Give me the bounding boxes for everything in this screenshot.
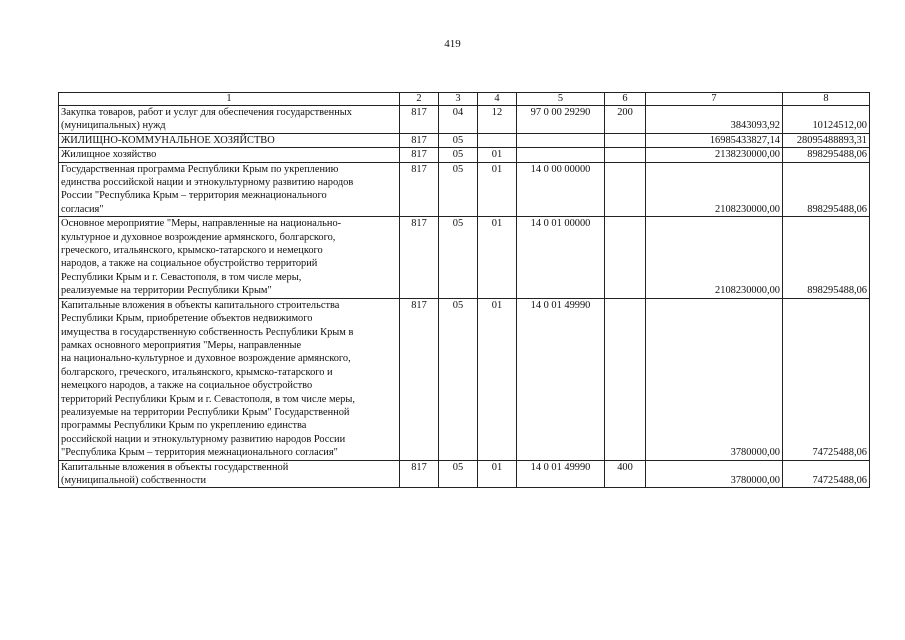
target-article-code: 14 0 01 49990 bbox=[517, 460, 605, 488]
section-code: 05 bbox=[439, 162, 478, 217]
target-article-code bbox=[517, 148, 605, 162]
subsection-code: 01 bbox=[478, 298, 517, 460]
department-code: 817 bbox=[400, 298, 439, 460]
amount-col8: 898295488,06 bbox=[783, 148, 870, 162]
target-article-code: 14 0 01 49990 bbox=[517, 298, 605, 460]
expense-type-code bbox=[605, 162, 646, 217]
subsection-code: 01 bbox=[478, 148, 517, 162]
expense-type-code bbox=[605, 217, 646, 298]
column-number: 6 bbox=[605, 93, 646, 106]
table-row bbox=[59, 217, 870, 298]
table-row bbox=[59, 460, 870, 488]
column-number: 5 bbox=[517, 93, 605, 106]
amount-col8: 74725488,06 bbox=[783, 460, 870, 488]
table-row bbox=[59, 106, 870, 134]
amount-col8: 10124512,00 bbox=[783, 106, 870, 134]
subsection-code: 01 bbox=[478, 460, 517, 488]
section-code: 05 bbox=[439, 133, 478, 147]
budget-table bbox=[58, 92, 870, 488]
table-row bbox=[59, 162, 870, 217]
row-name: Капитальные вложения в объекты капитального строительства Республики Крым, приобретение объектов недвижимого имущества в государственную собственность Республики Крым в рамках основного мероприятия "Меры, направленные на национально-культурное и духовное возрождение армянского, болгарского, греческого, итальянского, крымско-татарского и немецкого народов, а также на социальное обустройство территорий Республики Крым и г. Севастополя, в том числе меры, реализуемые на территории Республики Крым" Государственной программы Республики Крым по укреплению единства российской нации и этнокультурному развитию народов России "Республика Крым – территория межнационального согласия" bbox=[59, 298, 400, 460]
column-number: 1 bbox=[59, 93, 400, 106]
column-number: 4 bbox=[478, 93, 517, 106]
row-name: Жилищное хозяйство bbox=[59, 148, 400, 162]
subsection-code bbox=[478, 133, 517, 147]
department-code: 817 bbox=[400, 217, 439, 298]
target-article-code: 14 0 00 00000 bbox=[517, 162, 605, 217]
department-code: 817 bbox=[400, 460, 439, 488]
target-article-code: 14 0 01 00000 bbox=[517, 217, 605, 298]
subsection-code: 01 bbox=[478, 162, 517, 217]
table-row bbox=[59, 148, 870, 162]
subsection-code: 12 bbox=[478, 106, 517, 134]
section-code: 05 bbox=[439, 217, 478, 298]
row-name: ЖИЛИЩНО-КОММУНАЛЬНОЕ ХОЗЯЙСТВО bbox=[59, 133, 400, 147]
department-code: 817 bbox=[400, 148, 439, 162]
amount-col8: 74725488,06 bbox=[783, 298, 870, 460]
expense-type-code bbox=[605, 148, 646, 162]
amount-col7: 2108230000,00 bbox=[646, 217, 783, 298]
column-number: 7 bbox=[646, 93, 783, 106]
expense-type-code bbox=[605, 298, 646, 460]
column-number-row bbox=[59, 93, 870, 106]
table-row bbox=[59, 298, 870, 460]
amount-col7: 3843093,92 bbox=[646, 106, 783, 134]
amount-col8: 898295488,06 bbox=[783, 162, 870, 217]
row-name: Закупка товаров, работ и услуг для обеспечения государственных (муниципальных) нужд bbox=[59, 106, 400, 134]
amount-col7: 3780000,00 bbox=[646, 298, 783, 460]
column-number: 2 bbox=[400, 93, 439, 106]
section-code: 05 bbox=[439, 148, 478, 162]
department-code: 817 bbox=[400, 162, 439, 217]
amount-col7: 3780000,00 bbox=[646, 460, 783, 488]
department-code: 817 bbox=[400, 106, 439, 134]
amount-col7: 2138230000,00 bbox=[646, 148, 783, 162]
table-row bbox=[59, 133, 870, 147]
column-number: 8 bbox=[783, 93, 870, 106]
column-number: 3 bbox=[439, 93, 478, 106]
amount-col8: 28095488893,31 bbox=[783, 133, 870, 147]
page-number: 419 bbox=[444, 38, 461, 50]
section-code: 05 bbox=[439, 298, 478, 460]
section-code: 05 bbox=[439, 460, 478, 488]
expense-type-code: 400 bbox=[605, 460, 646, 488]
amount-col8: 898295488,06 bbox=[783, 217, 870, 298]
row-name: Государственная программа Республики Крым по укреплению единства российской нации и этнокультурному развитию народов России "Республика Крым – территория межнационального согласия" bbox=[59, 162, 400, 217]
section-code: 04 bbox=[439, 106, 478, 134]
amount-col7: 16985433827,14 bbox=[646, 133, 783, 147]
row-name: Основное мероприятие "Меры, направленные на национально- культурное и духовное возрождение армянского, болгарского, греческого, итальянского, крымско-татарского и немецкого народов, а также на социальное обустройство территорий Республики Крым и г. Севастополя, в том числе меры, реализуемые на территории Республики Крым" bbox=[59, 217, 400, 298]
expense-type-code bbox=[605, 133, 646, 147]
amount-col7: 2108230000,00 bbox=[646, 162, 783, 217]
target-article-code: 97 0 00 29290 bbox=[517, 106, 605, 134]
expense-type-code: 200 bbox=[605, 106, 646, 134]
department-code: 817 bbox=[400, 133, 439, 147]
subsection-code: 01 bbox=[478, 217, 517, 298]
target-article-code bbox=[517, 133, 605, 147]
row-name: Капитальные вложения в объекты государственной (муниципальной) собственности bbox=[59, 460, 400, 488]
